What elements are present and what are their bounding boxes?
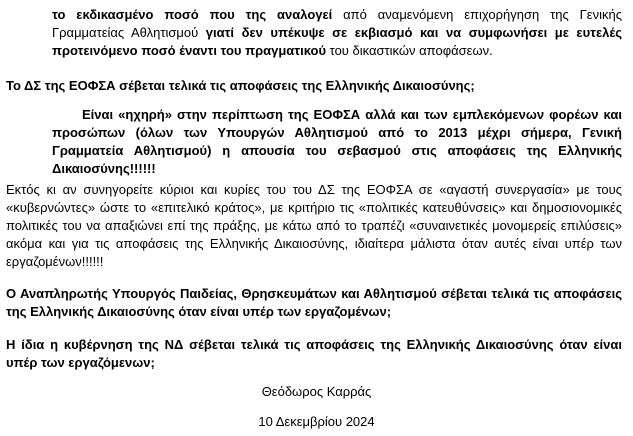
question-eofsa-board: [6, 77, 622, 95]
bold-text: «ηχηρή» στην περίπτωση της ΕΟΦΣΑ αλλά και των εμπλεκόμενων φορέων και προσώπων (όλων των Υπουργών Αθλητισμού από το 2013 μέχρι σήμερα, Γενική Γραμματεία Αθλητισμού) η απουσία του σεβασμού στις αποφάσεις της Ελληνικής Δικαιοσύνης!!!!!!: [52, 107, 622, 176]
plain-text: από αναμενόμενη επιχορήγηση της Γενικής Γραμματείας Αθλητισμού: [52, 7, 622, 40]
body-text: Εκτός κι αν συνηγορείτε κύριοι και κυρίες του του ΔΣ της ΕΟΦΣΑ σε «αγαστή συνεργασία» με τους «κυβερνώντες» ώστε το «επιτελικό κράτος», με κριτήριο τις «πολιτικές κατευθύνσεις» και δημοσιονομικές πολιτικές του να απαξιώνει επί της πράξης, με κάτω από το τραπέζι «συναινετικές μονομερείς επιλύσεις» ακόμα και για τις αποφάσεις της Ελληνικής Δικαιοσύνης, ιδιαίτερα μάλιστα όταν αυτές είναι υπέρ των εργαζομένων!!!!!!: [6, 182, 622, 269]
document-date: 10 Δεκεμβρίου 2024: [258, 414, 375, 429]
question-text: Ο Αναπληρωτής Υπουργός Παιδείας, Θρησκευμάτων και Αθλητισμού σέβεται τελικά τις αποφάσεις της Ελληνικής Δικαιοσύνης όταν είναι υπέρ των εργαζομένων;: [6, 286, 622, 319]
paragraph-cooperation: [6, 181, 622, 271]
question-text: Η ίδια η κυβέρνηση της ΝΔ σέβεται τελικά τις αποφάσεις της Ελληνικής Δικαιοσύνης όταν είναι υπέρ των εργαζόμενων;: [6, 337, 622, 370]
signature-name: Θεόδωρος Καρράς: [261, 384, 372, 399]
bold-text: Είναι: [82, 107, 119, 122]
paragraph-subsidy: [52, 6, 622, 60]
paragraph-absence-of-respect: [52, 106, 622, 178]
plain-text: του δικαστικών αποφάσεων.: [326, 43, 493, 58]
bold-text: το εκδικασμένο ποσό που της αναλογεί: [52, 7, 333, 22]
bold-text: γιατί δεν υπέκυψε σε εκβιασμό και να συμφωνήσει με ευτελές προτεινόμενο ποσό έναντι του πραγματικού: [52, 25, 622, 58]
question-deputy-minister: [6, 285, 622, 321]
question-government: [6, 336, 622, 372]
question-text: Το ΔΣ της ΕΟΦΣΑ σέβεται τελικά τις αποφάσεις της Ελληνικής Δικαιοσύνης;: [6, 78, 475, 93]
